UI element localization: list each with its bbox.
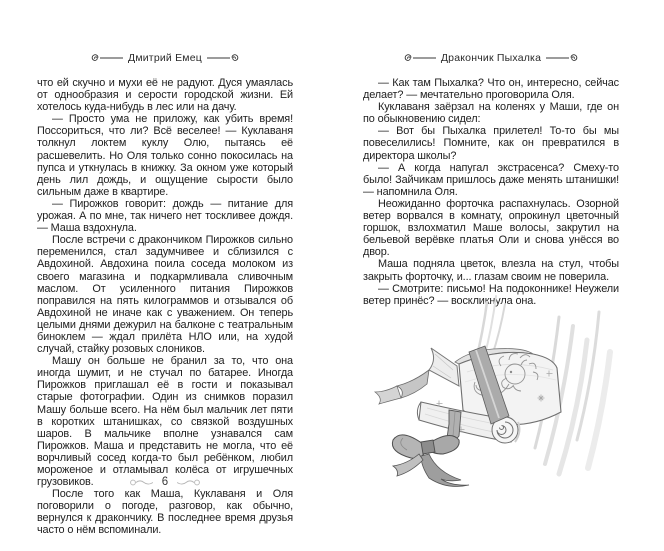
paragraph: После того как Маша, Куклаваня и Оля поговорили о погоде, разговор, как обычно, вернулся к дракончику. В последнее время друзья часто о нём вспоминали. [37,488,293,537]
paragraph: Неожиданно форточка распахнулась. Озорной ветер ворвался в комнату, опрокинул цветочный горшок, взлохматил Маше волосы, закрутил на бельевой верёвке платья Оли и снова унёсся во двор. [363,197,619,259]
paragraph: — Вот бы Пыхалка прилетел! То-то бы мы повеселились! Помните, как он превратился в директора школы? [363,125,619,162]
page-number: 6 [161,476,169,488]
paragraph: После встречи с дракончиком Пирожков сильно переменился, стал задумчивее и сблизился с Авдохиной. Авдохина поила соседа молоком из своего магазина и подкармливала сливочным маслом. От усиленного питания Пирожков поправился на пять килограммов и отзывался об Авдохиной не иначе как с уважением. Он теперь целыми днями дежурил на балконе с театральным биноклем — ждал прилёта НЛО или, на худой случай, стайку розовых слоников. [37,234,293,356]
left-header-title: Дмитрий Емец [128,52,202,64]
folio-curl-ornament-icon [129,478,153,487]
paragraph: Куклаваня заёрзал на коленях у Маши, где он по обыкновению сидел: [363,101,619,126]
paragraph: — Как там Пыхалка? Что он, интересно, сейчас делает? — мечтательно проговорила Оля. [363,77,619,102]
paragraph: что ей скучно и мухи её не радуют. Дуся умаялась от однообразия и серости городской жизни. Ей хотелось куда-нибудь в лес или на дачу. [37,77,293,114]
header-spiral-ornament-icon [207,52,241,64]
left-running-head [37,52,293,64]
left-page-folio [37,476,293,488]
flying-scroll-letter-drawing [363,286,653,546]
scroll-illustration [363,286,653,546]
paragraph: Маша подняла цветок, влезла на стул, чтобы закрыть форточку, и... глазам своим не поверила. [363,258,619,283]
paragraph: — Пирожков говорит: дождь — питание для урожая. А по мне, так ничего нет тоскливее дождя. — Маша вздохнула. [37,197,293,235]
right-page [363,0,619,546]
header-spiral-ornament-icon [89,52,123,64]
paragraph: — А когда напугал экстрасенса? Смеху-то было! Зайчикам пришлось даже менять штанишки! — напомнила Оля. [363,161,619,198]
paragraph: — Смотрите: письмо! На подоконнике! Неужели ветер принёс? — воскликнула она. [363,282,619,307]
header-spiral-ornament-icon [402,52,436,64]
paragraph: Машу он больше не бранил за то, что она иногда шумит, и не стучал по батарее. Иногда Пирожков приглашал её в гости и показывал старые фотографии. Один из снимков поразил Машу больше всего. На нём был мальчик лет пяти в коротких штанишках, со связкой воздушных шаров. В мальчике вполне узнавался сам Пирожков. Маша и представить не могла, что её ворчливый сосед когда-то был ребёнком, любил мороженое и отламывал колёса от игрушечных грузовиков. [37,355,293,489]
header-spiral-ornament-icon [546,52,580,64]
folio-curl-ornament-icon [177,478,201,487]
left-text-block [37,77,293,537]
paragraph: — Просто ума не приложу, как убить время! Поссориться, что ли? Всё веселее! — Куклаваня толкнул локтем куклу Олю, пытаясь её расшевелить. Но Оля только сонно покосилась на пупса и уткнулась в книжку. За окном уже который день лил дождь, и ощущение сырости было сильным даже в квартире. [37,113,293,198]
left-page [37,0,293,546]
right-running-head [363,52,619,64]
right-text-block [363,77,619,307]
right-header-title: Дракончик Пыхалка [440,52,542,64]
